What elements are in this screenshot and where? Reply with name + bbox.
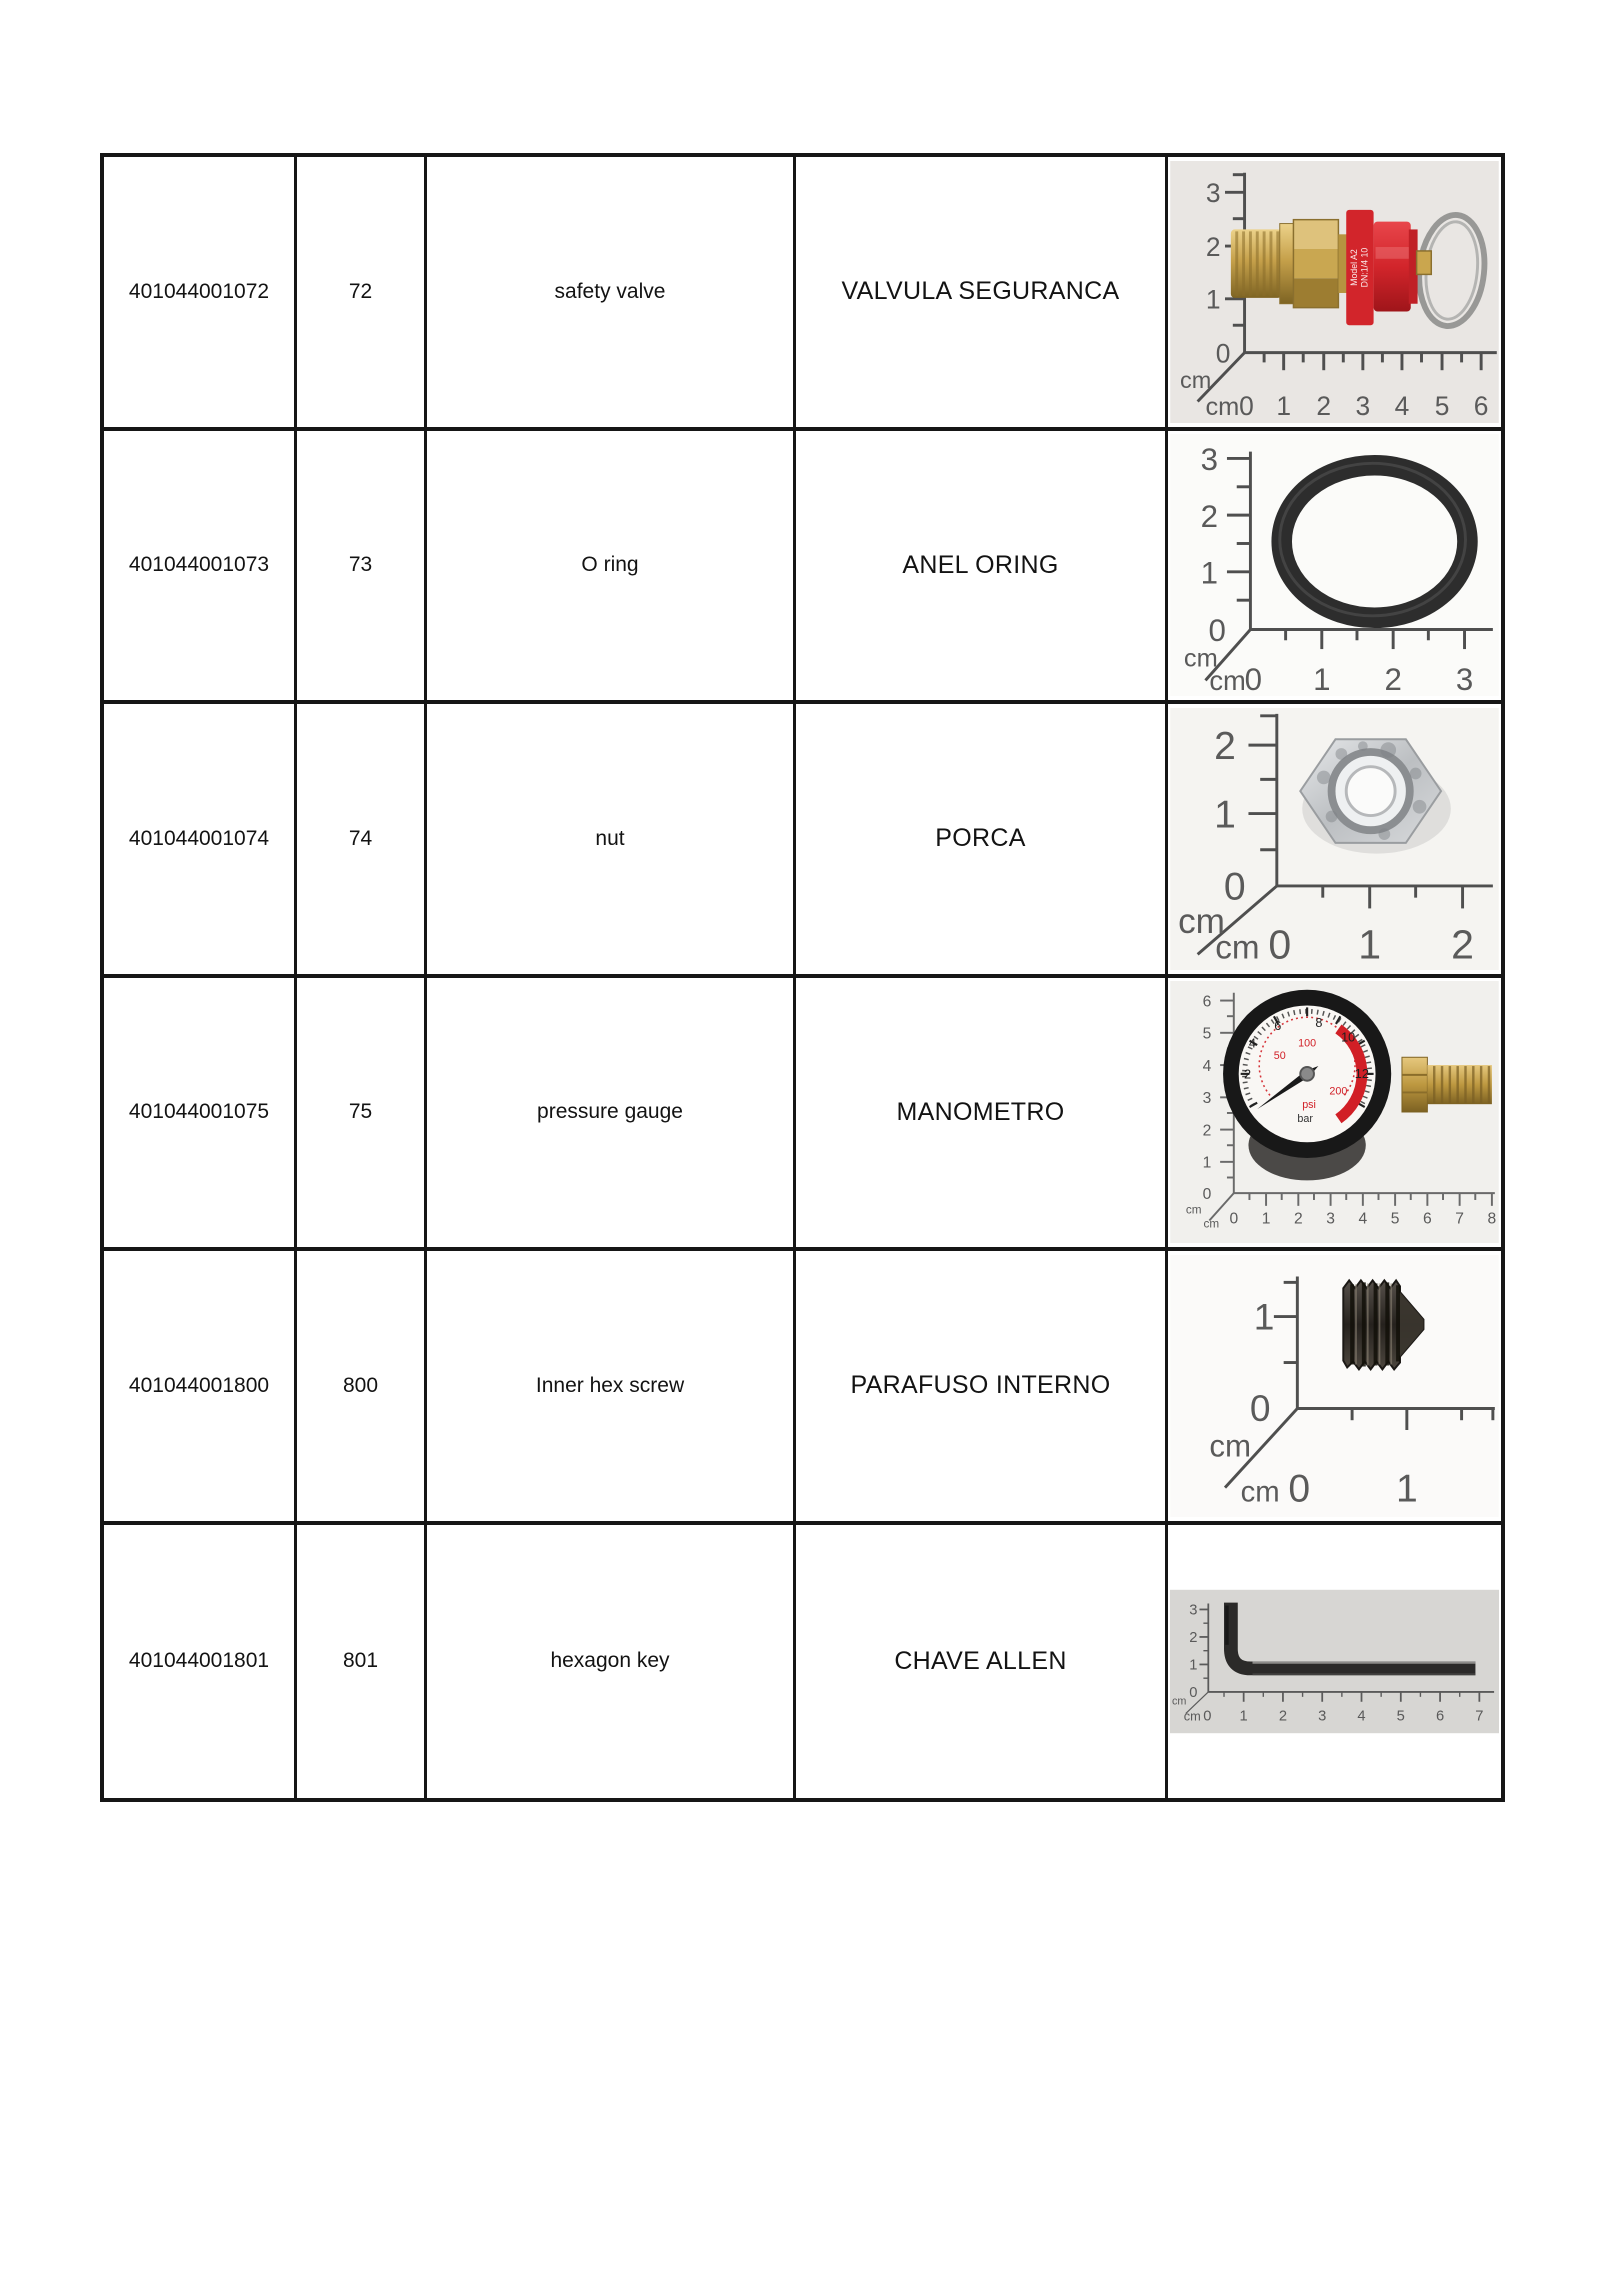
ruler-v-label: 3 xyxy=(1205,177,1221,208)
name-pt: ANEL ORING xyxy=(902,550,1059,579)
ruler-v-label: 1 xyxy=(1189,1657,1198,1674)
ruler-h-label: 8 xyxy=(1487,1210,1497,1228)
name-en-cell xyxy=(427,1525,796,1799)
photo-cell-safety-valve xyxy=(1168,157,1501,431)
name-en-cell xyxy=(427,704,796,978)
name-pt: MANOMETRO xyxy=(896,1097,1065,1126)
name-en-cell xyxy=(427,431,796,705)
ruler-h-label: 3 xyxy=(1326,1210,1335,1228)
name-pt-cell xyxy=(796,431,1168,705)
ruler-v-label: 1 xyxy=(1214,793,1236,837)
item-number-cell xyxy=(297,704,427,978)
ruler-h-label: 3 xyxy=(1355,390,1371,421)
name-en: nut xyxy=(595,826,625,850)
name-pt-cell xyxy=(796,157,1168,431)
item-number: 73 xyxy=(348,553,373,577)
item-number-cell xyxy=(297,157,427,431)
part-number-cell xyxy=(104,978,297,1252)
ruler-h-label: 0 xyxy=(1239,390,1254,421)
set-screw-photo xyxy=(1170,1255,1499,1517)
part-number: 401044001800 xyxy=(128,1373,270,1397)
item-number: 75 xyxy=(348,1100,373,1124)
ruler-v-label: 3 xyxy=(1202,1090,1212,1108)
ruler-h-label: 7 xyxy=(1455,1210,1464,1228)
dial-number: 8 xyxy=(1315,1016,1323,1031)
ruler-v-label: 3 xyxy=(1189,1602,1198,1619)
ruler-v-label: 5 xyxy=(1202,1025,1212,1043)
ruler-v-label: 1 xyxy=(1253,1295,1275,1338)
ruler-h-label: 2 xyxy=(1384,662,1402,697)
ruler-unit: cm xyxy=(1209,665,1246,697)
ruler-h-label: 1 xyxy=(1239,1708,1248,1725)
name-en: safety valve xyxy=(554,279,666,303)
ruler-h-label: 1 xyxy=(1358,921,1382,968)
nut-photo xyxy=(1170,708,1499,970)
part-number-cell xyxy=(104,1251,297,1525)
name-pt-cell xyxy=(796,1525,1168,1799)
dial-number: 6 xyxy=(1274,1019,1282,1034)
item-number: 800 xyxy=(342,1373,379,1397)
ruler-unit: cm xyxy=(1180,366,1212,393)
name-pt: PORCA xyxy=(935,824,1026,853)
photo-cell-o-ring xyxy=(1168,431,1501,705)
name-en: Inner hex screw xyxy=(535,1373,685,1397)
dial-number: 10 xyxy=(1341,1030,1356,1045)
part-number: 401044001801 xyxy=(128,1649,270,1673)
valve-hex xyxy=(1293,219,1338,307)
dial-number-inner: 200 xyxy=(1329,1085,1348,1098)
dial-number-inner: 50 xyxy=(1273,1050,1286,1063)
item-number: 801 xyxy=(342,1649,379,1673)
ruler-h-label: 7 xyxy=(1475,1708,1484,1725)
ruler-h-label: 6 xyxy=(1423,1210,1432,1228)
ruler-v-label: 2 xyxy=(1202,1122,1212,1140)
ruler-h-label: 5 xyxy=(1434,390,1450,421)
part-number-cell xyxy=(104,157,297,431)
ruler-h-label: 6 xyxy=(1435,1708,1445,1725)
ruler-unit: cm xyxy=(1205,392,1240,421)
ruler-v-label: 0 xyxy=(1189,1684,1198,1701)
ruler-h-label: 4 xyxy=(1394,390,1410,421)
dial-unit: psi xyxy=(1302,1099,1316,1112)
ruler-v-label: 0 xyxy=(1202,1186,1212,1204)
ruler-h-label: 3 xyxy=(1318,1708,1327,1725)
ruler-h-label: 2 xyxy=(1316,390,1332,421)
ruler-v-label: 1 xyxy=(1200,555,1219,591)
ruler-unit: cm xyxy=(1185,1203,1202,1217)
ruler-h-label: 1 xyxy=(1261,1210,1271,1228)
ruler-unit: cm xyxy=(1215,929,1260,967)
ruler-unit: cm xyxy=(1183,1708,1201,1724)
part-number: 401044001074 xyxy=(128,826,270,850)
ruler-v-label: 4 xyxy=(1202,1058,1212,1076)
ruler-h-label: 0 xyxy=(1229,1210,1239,1228)
photo-background xyxy=(1170,1255,1498,1517)
ruler-unit: cm xyxy=(1178,901,1225,941)
ruler-h-label: 0 xyxy=(1203,1708,1212,1725)
name-pt-cell xyxy=(796,704,1168,978)
valve-collar xyxy=(1280,223,1294,303)
ruler-v-label: 0 xyxy=(1249,1386,1271,1429)
name-pt-cell xyxy=(796,978,1168,1252)
ruler-h-label: 0 xyxy=(1268,921,1292,968)
o-ring-photo xyxy=(1170,434,1499,696)
ruler-v-label: 0 xyxy=(1223,865,1246,909)
gauge-fitting xyxy=(1402,1058,1492,1113)
ruler-h-label: 0 xyxy=(1288,1467,1311,1511)
name-en: hexagon key xyxy=(550,1649,670,1673)
pressure-gauge-photo xyxy=(1170,981,1499,1243)
name-en: O ring xyxy=(581,553,639,577)
ruler-v-label: 6 xyxy=(1202,993,1212,1011)
photo-cell-hex-key xyxy=(1168,1525,1501,1799)
ruler-h-label: 2 xyxy=(1451,921,1474,968)
name-pt: VALVULA SEGURANCA xyxy=(841,277,1120,306)
ruler-h-label: 6 xyxy=(1473,390,1489,421)
safety-valve-photo xyxy=(1170,161,1499,423)
ruler-v-label: 3 xyxy=(1200,442,1219,478)
valve-pin xyxy=(1417,251,1432,274)
ruler-h-label: 1 xyxy=(1395,1467,1418,1511)
photo-cell-nut xyxy=(1168,704,1501,978)
photo-cell-set-screw xyxy=(1168,1251,1501,1525)
ruler-v-label: 2 xyxy=(1200,499,1219,535)
name-pt: PARAFUSO INTERNO xyxy=(850,1371,1111,1400)
cap-text: Model A2 xyxy=(1348,248,1359,286)
item-number-cell xyxy=(297,431,427,705)
ruler-unit: cm xyxy=(1183,644,1218,673)
ruler-h-label: 0 xyxy=(1244,662,1263,697)
dial-number: 2 xyxy=(1243,1068,1252,1083)
ruler-unit: cm xyxy=(1203,1217,1220,1231)
ruler-unit: cm xyxy=(1209,1428,1252,1464)
dial-number: 12 xyxy=(1354,1067,1369,1082)
ruler-v-label: 0 xyxy=(1208,613,1226,649)
gauge-hub xyxy=(1300,1067,1314,1081)
item-number-cell xyxy=(297,1251,427,1525)
spare-parts-table xyxy=(100,153,1505,1802)
ruler-v-label: 2 xyxy=(1189,1629,1198,1646)
ruler-unit: cm xyxy=(1171,1695,1187,1708)
part-number: 401044001073 xyxy=(128,553,270,577)
photo-cell-pressure-gauge xyxy=(1168,978,1501,1252)
part-number: 401044001072 xyxy=(128,279,270,303)
ruler-h-label: 4 xyxy=(1357,1708,1366,1725)
ruler-h-label: 2 xyxy=(1293,1210,1303,1228)
valve-red-cap xyxy=(1374,221,1411,311)
part-number: 401044001075 xyxy=(128,1100,270,1124)
part-number-cell xyxy=(104,704,297,978)
item-number: 74 xyxy=(348,826,373,850)
ruler-h-label: 2 xyxy=(1278,1708,1288,1725)
part-number-cell xyxy=(104,431,297,705)
name-en-cell xyxy=(427,157,796,431)
name-pt: CHAVE ALLEN xyxy=(894,1646,1067,1675)
ruler-h-label: 3 xyxy=(1455,662,1474,697)
item-number: 72 xyxy=(348,279,373,303)
name-pt-cell xyxy=(796,1251,1168,1525)
name-en: pressure gauge xyxy=(537,1100,683,1124)
dial-number: 4 xyxy=(1248,1036,1256,1051)
hex-key-photo xyxy=(1170,1589,1499,1734)
ruler-v-label: 1 xyxy=(1202,1154,1212,1172)
ruler-unit: cm xyxy=(1240,1475,1280,1509)
ruler-h-label: 4 xyxy=(1358,1210,1368,1228)
ruler-v-label: 2 xyxy=(1205,231,1221,262)
dial-unit: bar xyxy=(1297,1113,1313,1126)
cap-text: DN:1/4 10 xyxy=(1359,247,1370,288)
dial-number-inner: 100 xyxy=(1298,1037,1317,1050)
ruler-h-label: 5 xyxy=(1396,1708,1405,1725)
part-number-cell xyxy=(104,1525,297,1799)
item-number-cell xyxy=(297,978,427,1252)
ruler-v-label: 2 xyxy=(1214,724,1236,768)
ruler-v-label: 1 xyxy=(1205,284,1221,315)
ruler-h-label: 5 xyxy=(1390,1210,1400,1228)
ruler-h-label: 1 xyxy=(1276,390,1292,421)
name-en-cell xyxy=(427,978,796,1252)
ruler-h-label: 1 xyxy=(1313,662,1331,697)
ruler-v-label: 0 xyxy=(1215,338,1231,369)
name-en-cell xyxy=(427,1251,796,1525)
item-number-cell xyxy=(297,1525,427,1799)
